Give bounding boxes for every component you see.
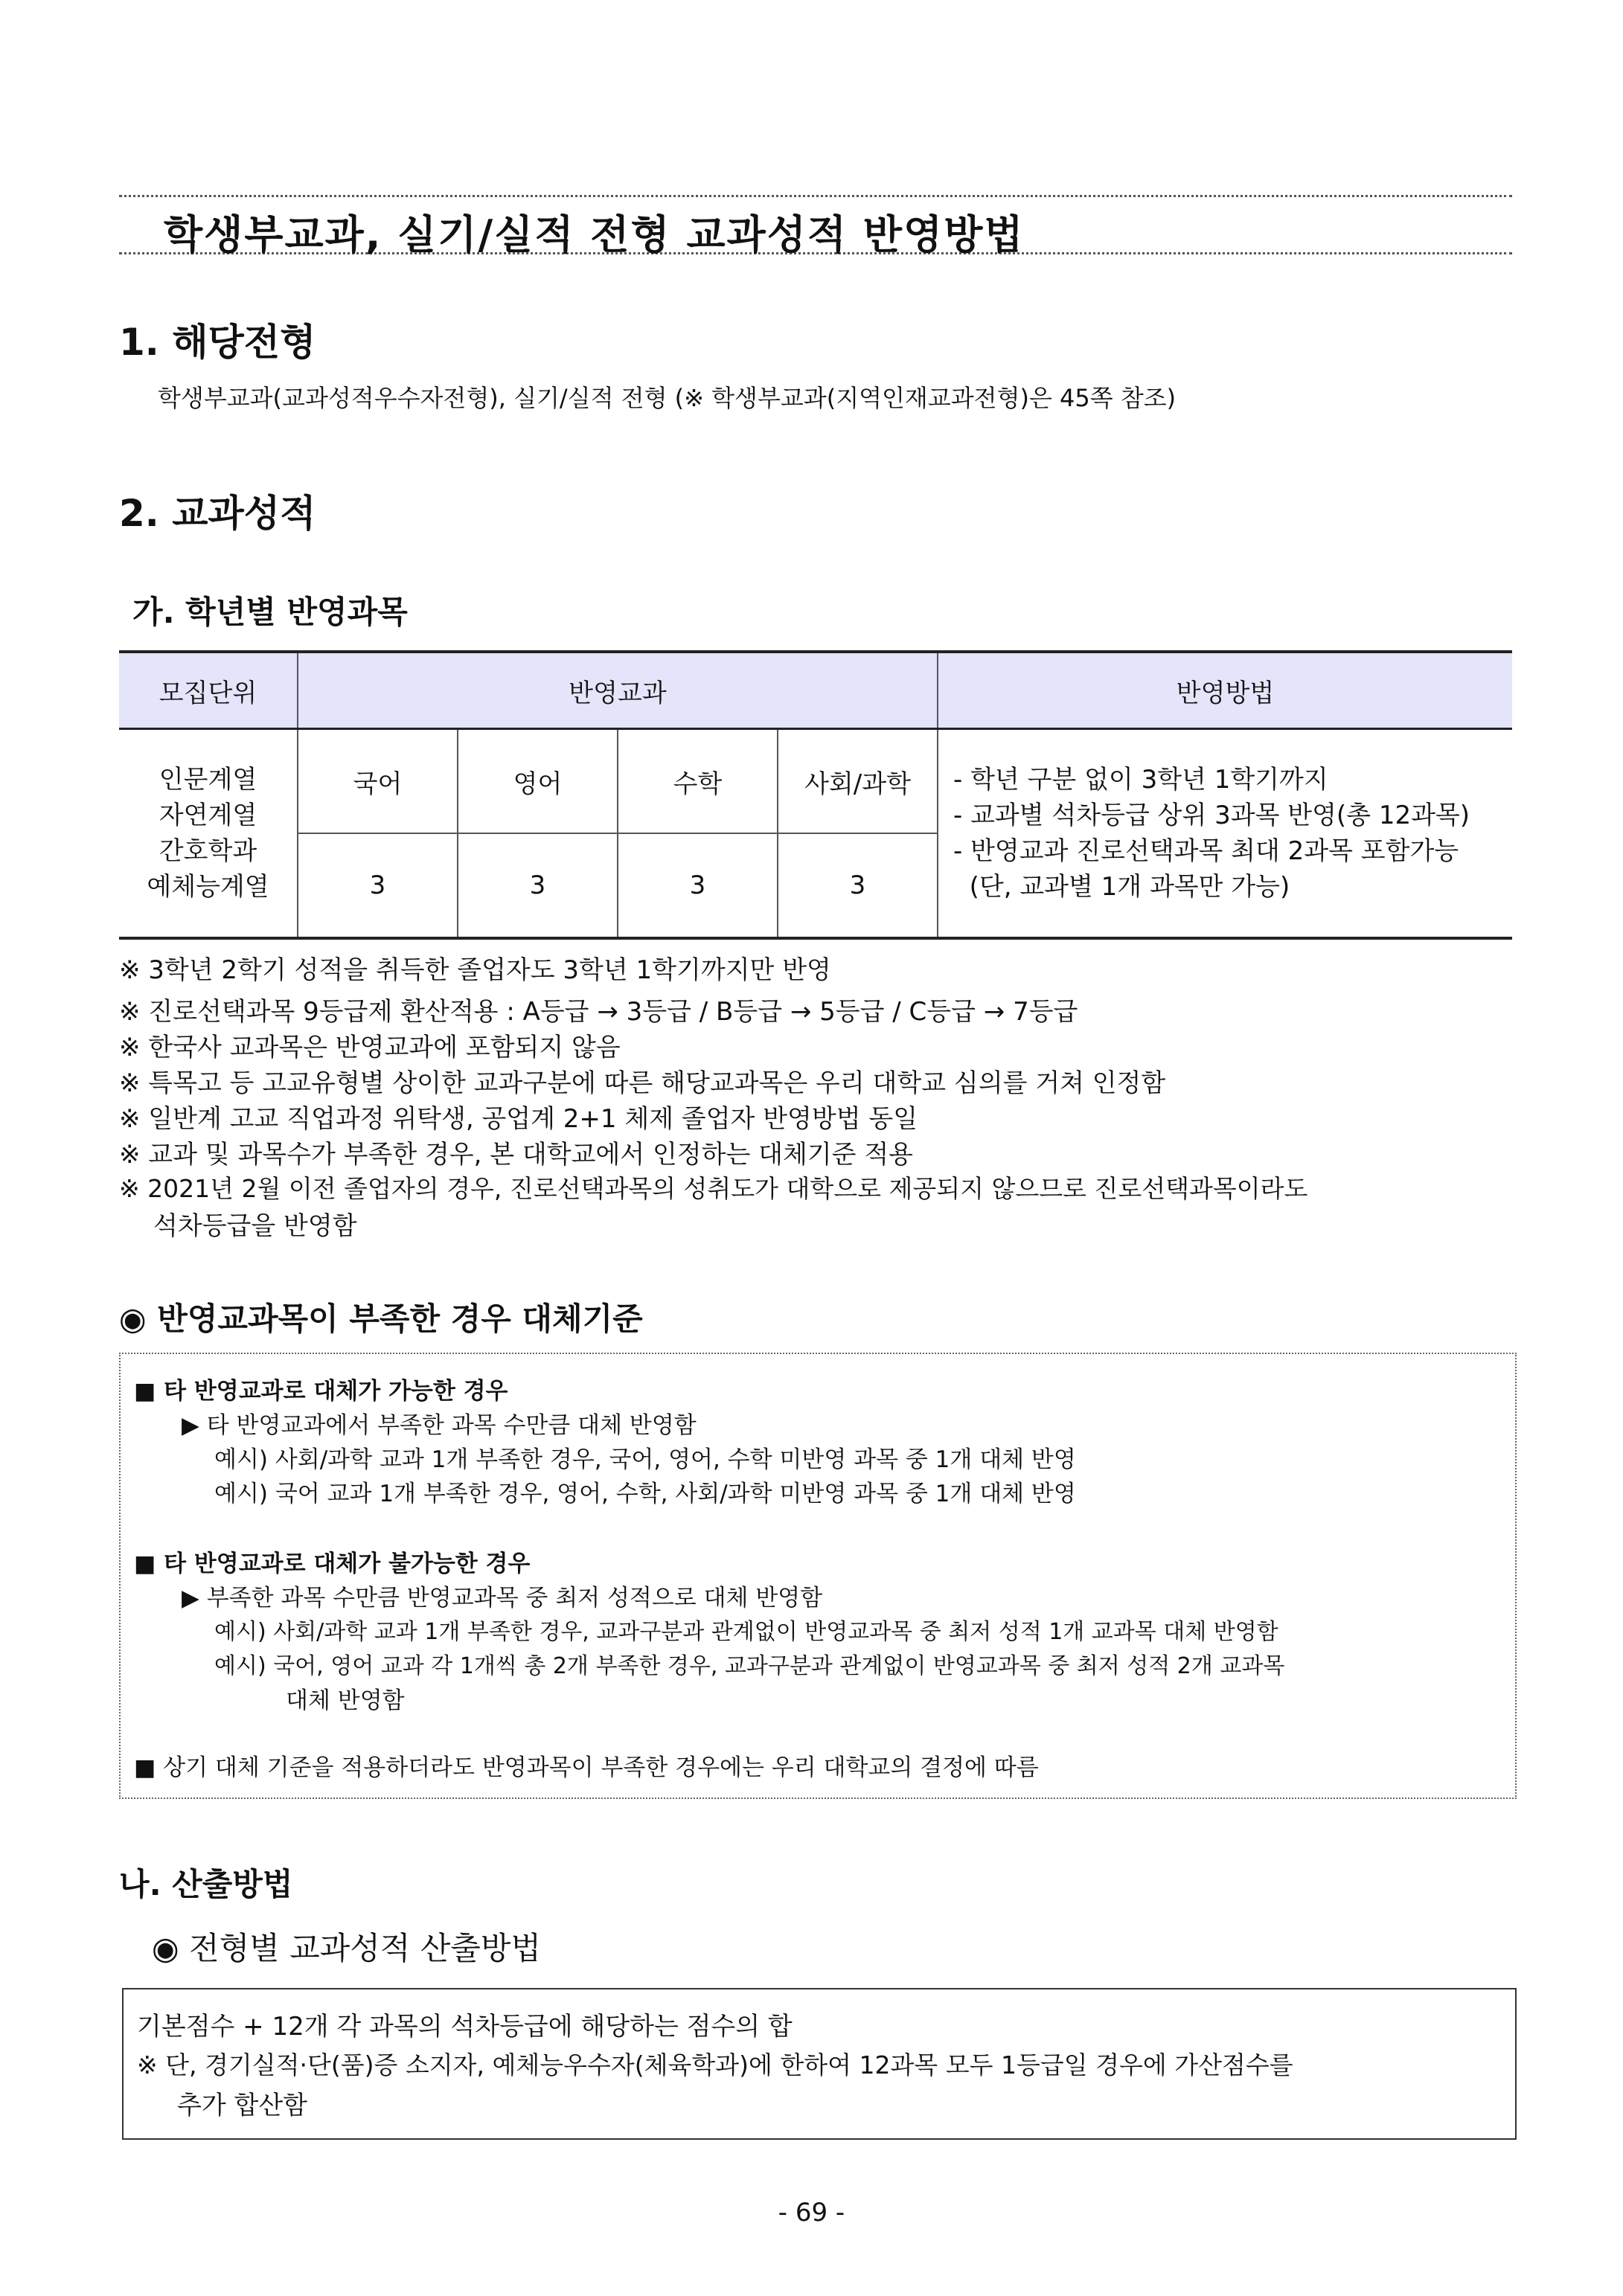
- subject-table: [119, 650, 1512, 940]
- title-box: [119, 195, 1512, 258]
- header-unit: 모집단위: [119, 652, 298, 729]
- calc-subheading: ◉ 전형별 교과성적 산출방법: [152, 1930, 541, 1966]
- method-cell: [938, 729, 1512, 939]
- substitute-heading: ◉ 반영교과목이 부족한 경우 대체기준: [119, 1301, 643, 1337]
- section2-heading: 2. 교과성적: [119, 492, 316, 535]
- unit-cell: [119, 729, 298, 939]
- subject-english: 영어: [458, 729, 618, 834]
- case2-rule: ▶ 부족한 과목 수만큼 반영교과목 중 최저 성적으로 대체 반영함: [182, 1585, 823, 1612]
- case1-example: 예시) 사회/과학 교과 1개 부족한 경우, 국어, 영어, 수학 미반영 과목 중 1개 대체 반영: [214, 1446, 1076, 1473]
- count-math: 3: [618, 833, 778, 938]
- unit-item: 예체능계열: [147, 872, 269, 902]
- count-english: 3: [458, 833, 618, 938]
- subsection-a-heading: 가. 학년별 반영과목: [132, 594, 408, 630]
- calc-note-continued: 추가 합산함: [177, 2091, 308, 2120]
- case2-example: 예시) 국어, 영어 교과 각 1개씩 총 2개 부족한 경우, 교과구분과 관계없이 반영교과목 중 최저 성적 2개 교과목: [214, 1653, 1285, 1679]
- subject-math: 수학: [618, 729, 778, 834]
- count-social-science: 3: [778, 833, 938, 938]
- page-number: - 69 -: [778, 2198, 845, 2228]
- page-title: 학생부교과, 실기/실적 전형 교과성적 반영방법: [164, 211, 1025, 258]
- case1-example: 예시) 국어 교과 1개 부족한 경우, 영어, 수학, 사회/과학 미반영 과목 중 1개 대체 반영: [214, 1481, 1076, 1507]
- note-item: ※ 한국사 교과목은 반영교과에 포함되지 않음: [119, 1033, 621, 1062]
- unit-item: 인문계열: [159, 765, 257, 795]
- calc-formula: 기본점수 + 12개 각 과목의 석차등급에 해당하는 점수의 합: [137, 2012, 793, 2042]
- section1-text: 학생부교과(교과성적우수자전형), 실기/실적 전형 (※ 학생부교과(지역인재교과전형)은 45쪽 참조): [158, 384, 1177, 412]
- method-line: - 교과별 석차등급 상위 3과목 반영(총 12과목): [953, 801, 1470, 830]
- note-item: ※ 일반계 고교 직업과정 위탁생, 공업계 2+1 체제 졸업자 반영방법 동일: [119, 1104, 918, 1134]
- section1-heading: 1. 해당전형: [119, 321, 316, 364]
- unit-item: 자연계열: [159, 801, 257, 830]
- header-method: 반영방법: [938, 652, 1512, 729]
- note-item-continued: 석차등급을 반영함: [153, 1211, 357, 1241]
- method-line: (단, 교과별 1개 과목만 가능): [953, 872, 1290, 902]
- subject-korean: 국어: [298, 729, 458, 834]
- subject-social-science: 사회/과학: [778, 729, 938, 834]
- substitute-final-note: ■ 상기 대체 기준을 적용하더라도 반영과목이 부족한 경우에는 우리 대학교의 결정에 따름: [134, 1754, 1039, 1781]
- note-item: ※ 특목고 등 고교유형별 상이한 교과구분에 따른 해당교과목은 우리 대학교 심의를 거쳐 인정함: [119, 1068, 1166, 1098]
- method-line: - 반영교과 진로선택과목 최대 2과목 포함가능: [953, 836, 1459, 866]
- calc-note: ※ 단, 경기실적·단(품)증 소지자, 예체능우수자(체육학과)에 한하여 12과목 모두 1등급일 경우에 가산점수를: [137, 2050, 1293, 2079]
- case2-example-continued: 대체 반영함: [286, 1687, 405, 1714]
- count-korean: 3: [298, 833, 458, 938]
- calc-box: [122, 1988, 1517, 2140]
- subsection-b-heading: 나. 산출방법: [119, 1866, 293, 1902]
- header-subjects: 반영교과: [298, 652, 938, 729]
- note-item: ※ 3학년 2학기 성적을 취득한 졸업자도 3학년 1학기까지만 반영: [119, 955, 831, 985]
- case2-example: 예시) 사회/과학 교과 1개 부족한 경우, 교과구분과 관계없이 반영교과목 중 최저 성적 1개 교과목 대체 반영함: [214, 1619, 1278, 1645]
- case1-title: ■ 타 반영교과로 대체가 가능한 경우: [134, 1378, 508, 1405]
- note-item: ※ 2021년 2월 이전 졸업자의 경우, 진로선택과목의 성취도가 대학으로 제공되지 않으므로 진로선택과목이라도: [119, 1174, 1308, 1203]
- case2-title: ■ 타 반영교과로 대체가 불가능한 경우: [134, 1551, 531, 1577]
- method-line: - 학년 구분 없이 3학년 1학기까지: [953, 765, 1328, 795]
- case1-rule: ▶ 타 반영교과에서 부족한 과목 수만큼 대체 반영함: [182, 1412, 697, 1439]
- unit-item: 간호학과: [159, 836, 257, 866]
- note-item: ※ 진로선택과목 9등급제 환산적용 : A등급 → 3등급 / B등급 → 5등급 / C등급 → 7등급: [119, 997, 1078, 1027]
- substitute-box: [119, 1353, 1517, 1799]
- note-item: ※ 교과 및 과목수가 부족한 경우, 본 대학교에서 인정하는 대체기준 적용: [119, 1140, 914, 1170]
